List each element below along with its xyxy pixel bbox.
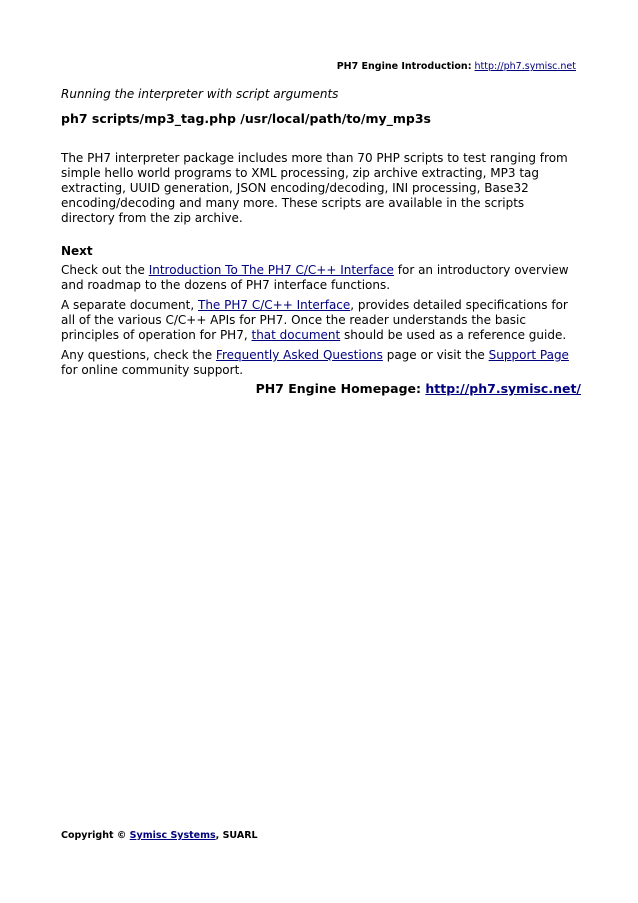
text-span: A separate document, [61,298,198,312]
intro-interface-link[interactable]: Introduction To The PH7 C/C++ Interface [148,263,394,277]
page-header [337,61,576,72]
text-span: Check out the [61,263,149,277]
section-subtitle: Running the interpreter with script arguments [61,87,339,101]
page-footer [61,830,258,841]
scripts-paragraph: The PH7 interpreter package includes more than 70 PHP scripts to test ranging from simple hello world programs to XML processing, zip archive extracting, MP3 tag extracting, UUID generation, JSON encoding/decoding, INI processing, Base32 encoding/decoding and many more. These scripts are available in the scripts directory from the zip archive. [61,151,568,225]
that-document-link[interactable]: that document [251,328,341,342]
text-span: Any questions, check the [61,348,216,362]
homepage-line [61,381,581,397]
homepage-label: PH7 Engine Homepage: [255,381,426,396]
text-span: for an introductory overview and roadmap to the dozens of PH7 interface functions. [61,263,569,292]
copyright-text: Copyright © [61,830,130,841]
header-label: PH7 Engine Introduction: [336,61,472,72]
copyright-suffix: , SUARL [215,830,258,841]
faq-link[interactable]: Frequently Asked Questions [215,348,383,362]
command-example: ph7 scripts/mp3_tag.php /usr/local/path/to/my_mp3s [61,111,431,126]
interface-doc-link[interactable]: The PH7 C/C++ Interface [198,298,351,312]
header-link[interactable]: http://ph7.symisc.net [474,61,576,72]
text-span: should be used as a reference guide. [340,328,567,342]
text-span: , provides detailed specifications for all of the various C/C++ APIs for PH7. Once the reader understands the basic principles of operation for PH7, [61,298,568,342]
next-paragraph-1 [61,263,581,293]
support-page-link[interactable]: Support Page [488,348,569,362]
symisc-link[interactable]: Symisc Systems [129,830,216,841]
next-paragraph-2 [61,298,581,343]
main-content [61,86,581,397]
next-paragraph-3 [61,348,581,378]
text-span: for online community support. [61,363,244,377]
homepage-link[interactable]: http://ph7.symisc.net/ [425,381,581,396]
next-heading: Next [61,244,93,258]
text-span: page or visit the [382,348,489,362]
